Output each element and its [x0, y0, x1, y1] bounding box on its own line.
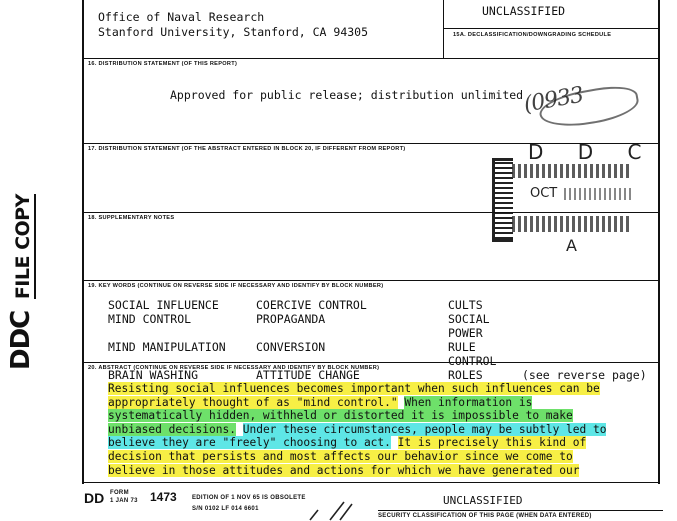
rule-18 [84, 212, 658, 213]
block18-label: 18. SUPPLEMENTARY NOTES [88, 215, 175, 221]
handwritten-stamp: (0933 [521, 82, 585, 118]
abstract-sentence-3: Under these circumstances, people may be subtly led to believe they are "freely" choosing to act. [108, 422, 607, 450]
ddc-stamp-letters: D D C [528, 140, 656, 164]
key-word: CULTS [448, 298, 483, 312]
footer-sn: S/N 0102 LF 014 6601 [192, 506, 259, 512]
key-word: (see reverse page) [522, 368, 647, 382]
ddc-file-copy-stamp [6, 194, 36, 370]
ddc-received-stamp [492, 140, 662, 260]
block17-label: 17. DISTRIBUTION STATEMENT (OF THE ABSTRACT ENTERED IN BLOCK 20, IF DIFFERENT FROM REPORT) [88, 146, 406, 152]
rule-footer [84, 482, 658, 483]
key-word: RULE CONTROL [448, 340, 497, 368]
key-word: ROLES [448, 368, 483, 382]
ddc-stamp-hatch-top [512, 164, 632, 178]
key-word: SOCIAL POWER [448, 312, 490, 340]
rule-20 [84, 362, 658, 363]
key-word: CONVERSION [256, 340, 326, 354]
key-word: MIND MANIPULATION [108, 340, 226, 354]
block20-label: 20. ABSTRACT (CONTINUE ON REVERSE SIDE IF NECESSARY AND IDENTIFY BY BLOCK NUMBER) [88, 365, 380, 371]
declass-divider [443, 28, 658, 29]
footer-security-label: SECURITY CLASSIFICATION OF THIS PAGE (WHEN DATA ENTERED) [378, 513, 592, 519]
abstract-sentence-4: It is precisely this kind of decision that persists and most affects our behavior since we come to believe in those attitudes and actions for which we have generated our [108, 436, 587, 477]
key-words-row [108, 312, 647, 340]
file-copy-label: FILE COPY [12, 194, 34, 300]
footer-classification-rule [378, 510, 663, 511]
key-word: PROPAGANDA [256, 312, 326, 326]
rule-16 [84, 58, 658, 59]
org-line-2: Stanford University, Stanford, CA 94305 [98, 25, 369, 39]
key-word: COERCIVE CONTROL [256, 298, 367, 312]
declass-label: 15A. DECLASSIFICATION/DOWNGRADING SCHEDULE [453, 32, 612, 38]
block19-label: 19. KEY WORDS (CONTINUE ON REVERSE SIDE IF NECESSARY AND IDENTIFY BY BLOCK NUMBER) [88, 283, 384, 289]
key-word: ATTITUDE CHANGE [256, 368, 360, 382]
key-word: BRAIN WASHING [108, 368, 199, 382]
abstract-text [108, 382, 626, 477]
oct-text: OCT [530, 186, 558, 201]
rule-19 [84, 280, 658, 281]
footer-form-number: 1473 [150, 490, 177, 504]
ddc-stamp-bracket-left [492, 158, 513, 242]
footer-form-date: 1 JAN 73 [110, 498, 138, 504]
footer-dd: DD [84, 490, 105, 506]
ddc-stamp-letter-a: A [566, 236, 577, 255]
handwritten-mark [300, 500, 370, 521]
footer-classification: UNCLASSIFIED [443, 494, 523, 507]
abstract-sentence-1: Resisting social influences becomes important when such influences can be appropriately thought of as "mind control." [108, 382, 600, 409]
footer-edition: EDITION OF 1 NOV 65 IS OBSOLETE [192, 495, 306, 501]
ddc-stamp-date-smudge [564, 188, 634, 200]
ddc-label: DDC [6, 310, 36, 370]
header-classification: UNCLASSIFIED [482, 4, 566, 18]
footer-form-label: FORM [110, 490, 129, 496]
key-words-row [108, 340, 647, 368]
key-words-row [108, 298, 647, 312]
header-divider [443, 0, 444, 58]
org-line-1: Office of Naval Research [98, 10, 265, 24]
distribution-statement: Approved for public release; distribution unlimited [170, 88, 524, 102]
key-word: SOCIAL INFLUENCE [108, 298, 219, 312]
abstract-sentence-2: When information is systematically hidden, withheld or distorted it is impossible to make unbiased decisions. [108, 395, 573, 436]
key-word: MIND CONTROL [108, 312, 192, 326]
ddc-stamp-hatch-bottom [512, 216, 632, 232]
block16-label: 16. DISTRIBUTION STATEMENT (OF THIS REPORT) [88, 61, 238, 67]
dd-1473-form [82, 0, 660, 484]
